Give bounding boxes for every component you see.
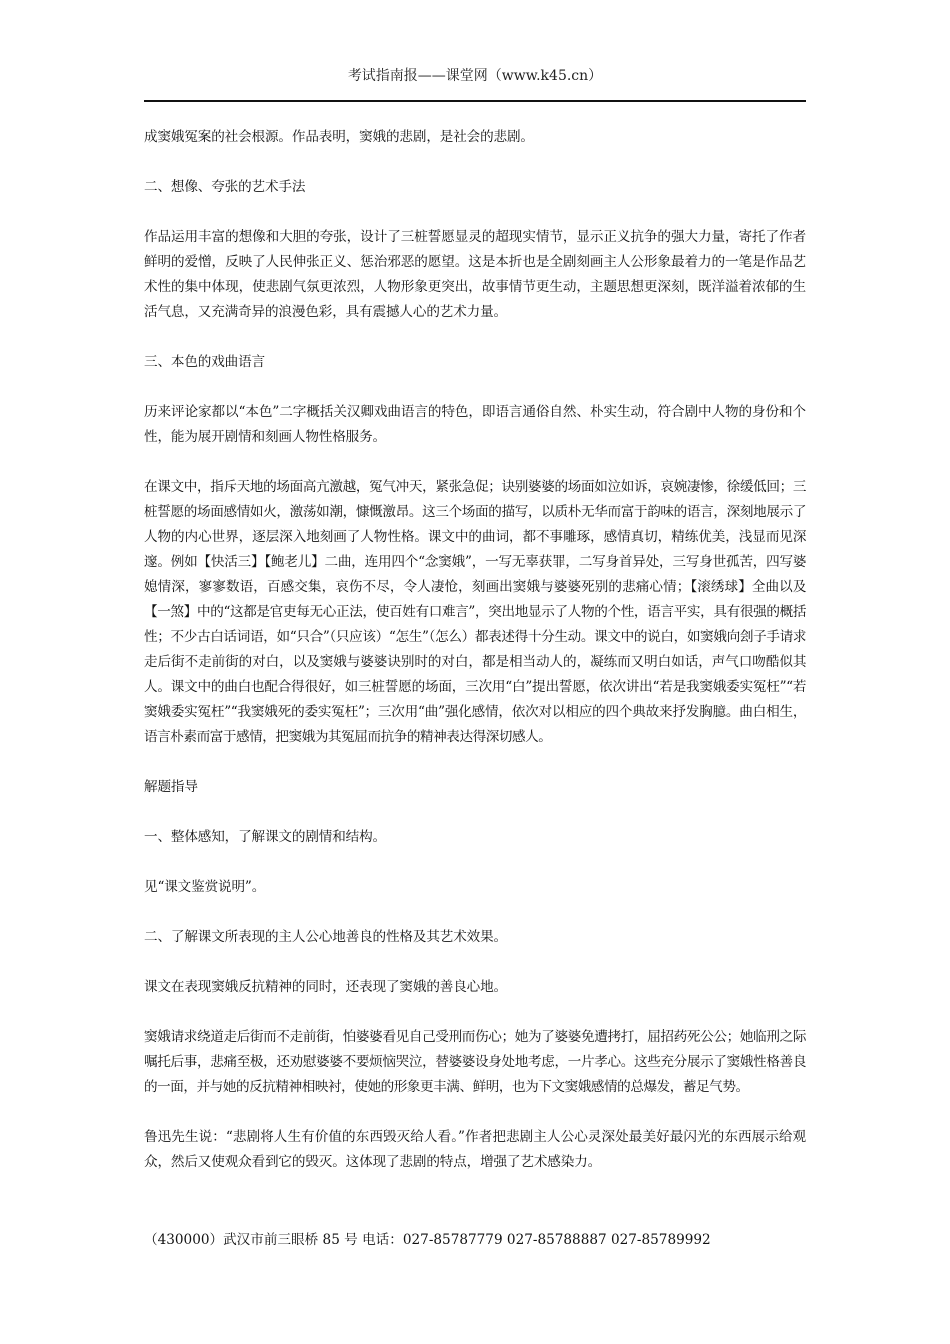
paragraph-kindness-intro: 课文在表现窦娥反抗精神的同时，还表现了窦娥的善良心地。 xyxy=(144,979,507,995)
paragraph-language-analysis: 在课文中，指斥天地的场面高亢激越，冤气冲天，紧张急促；诀别婆婆的场面如泣如诉，哀婉凄惨，徐缓低回；三桩誓愿的场面感情如火，激荡如潮，慷慨激昂。这三个场面的描写，以质朴无华而富于韵味的语言，深刻地展示了人物的内心世界，逐层深入地刻画了人物性格。课文中的曲词，都不事雕琢，感情真切，精练优美，浅显而见深邃。例如【快活三】【鲍老儿】二曲，连用四个“念窦娥”，一写无辜获罪，二写身首异处，三写身世孤苦，四写婆媳情深，寥寥数语，百感交集，哀伤不尽，令人凄怆，刻画出窦娥与婆婆死别的悲痛心情；【滚绣球】全曲以及【一煞】中的“这都是官吏每无心正法，使百姓有口难言”，突出地显示了人物的个性，语言平实，具有很强的概括性；不少古白话词语，如“只合”（只应该）“怎生”（怎么）都表述得十分生动。课文中的说白，如窦娥向刽子手请求走后街不走前街的对白，以及窦娥与婆婆诀别时的对白，都是相当动人的，凝练而又明白如话，声气口吻酷似其人。课文中的曲白也配合得很好，如三桩誓愿的场面，三次用“白”提出誓愿，依次讲出“若是我窦娥委实冤枉”“若窦娥委实冤枉”“我窦娥死的委实冤枉”；三次用“曲”强化感情，依次对以相应的四个典故来抒发胸臆。曲白相生，语言朴素而富于感情，把窦娥为其冤屈而抗争的精神表达得深切感人。 xyxy=(144,479,806,745)
guidance-reference: 见“课文鉴赏说明”。 xyxy=(144,879,266,895)
page-header: 考试指南报——课堂网（www.k45.cn） xyxy=(347,68,603,84)
paragraph-luxun-quote: 鲁迅先生说：“悲剧将人生有价值的东西毁灭给人看。”作者把悲剧主人公心灵深处最美好最闪光的东西展示给观众，然后又使观众看到它的毁灭。这体现了悲剧的特点，增强了艺术感染力。 xyxy=(144,1129,806,1170)
guidance-item-2: 二、了解课文所表现的主人公心地善良的性格及其艺术效果。 xyxy=(144,929,507,945)
paragraph-imagination: 作品运用丰富的想像和大胆的夸张，设计了三桩誓愿显灵的超现实情节，显示正义抗争的强大力量，寄托了作者鲜明的爱憎，反映了人民伸张正义、惩治邪恶的愿望。这是本折也是全剧刻画主人公形象最着力的一笔是作品艺术性的集中体现，使悲剧气氛更浓烈，人物形象更突出，故事情节更生动，主题思想更深刻，既洋溢着浓郁的生活气息，又充满奇异的浪漫色彩，具有震撼人心的艺术力量。 xyxy=(144,229,806,320)
section-heading-imagination: 二、想像、夸张的艺术手法 xyxy=(144,179,306,195)
paragraph-conclusion: 成窦娥冤案的社会根源。作品表明，窦娥的悲剧，是社会的悲剧。 xyxy=(144,129,534,145)
guidance-item-1: 一、整体感知，了解课文的剧情和结构。 xyxy=(144,829,386,845)
paragraph-bense: 历来评论家都以“本色”二字概括关汉卿戏曲语言的特色，即语言通俗自然、朴实生动，符合剧中人物的身份和个性，能为展开剧情和刻画人物性格服务。 xyxy=(144,404,806,445)
header-divider xyxy=(144,100,806,102)
section-heading-language: 三、本色的戏曲语言 xyxy=(144,354,265,370)
section-heading-guidance: 解题指导 xyxy=(144,779,198,795)
paragraph-kindness-detail: 窦娥请求绕道走后街而不走前街，怕婆婆看见自己受刑而伤心；她为了婆婆免遭拷打，屈招药死公公；她临刑之际嘱托后事，悲痛至极，还劝慰婆婆不要烦恼哭泣，替婆婆设身处地考虑，一片孝心。这些充分展示了窦娥性格善良的一面，并与她的反抗精神相映衬，使她的形象更丰满、鲜明，也为下文窦娥感情的总爆发，蓄足气势。 xyxy=(144,1029,806,1095)
page-footer: （430000）武汉市前三眼桥 85 号 电话：027-85787779 027-85788887 027-85789992 xyxy=(144,1232,711,1248)
document-body xyxy=(144,125,806,1200)
